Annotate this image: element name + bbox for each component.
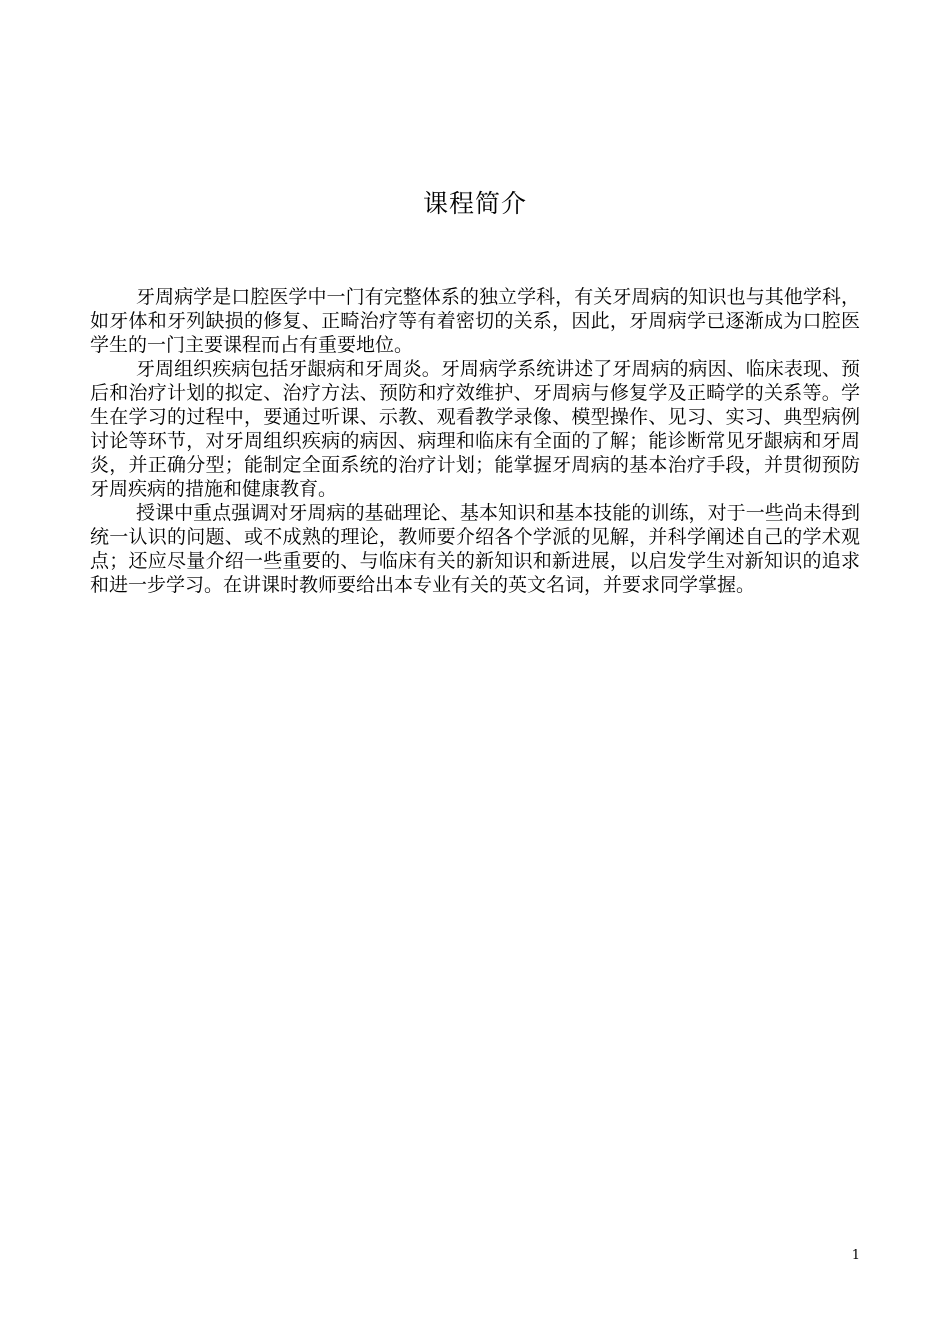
paragraph-teaching: 授课中重点强调对牙周病的基础理论、基本知识和基本技能的训练，对于一些尚未得到统一认识的问题、或不成熟的理论，教师要介绍各个学派的见解，并科学阐述自己的学术观点；还应尽量介绍一些重要的、与临床有关的新知识和新进展，以启发学生对新知识的追求和进一步学习。在讲课时教师要给出本专业有关的英文名词，并要求同学掌握。 (90, 502, 860, 596)
body-text (90, 285, 860, 597)
paragraph-content: 牙周组织疾病包括牙龈病和牙周炎。牙周病学系统讲述了牙周病的病因、临床表现、预后和治疗计划的拟定、治疗方法、预防和疗效维护、牙周病与修复学及正畸学的关系等。学生在学习的过程中，要通过听课、示教、观看教学录像、模型操作、见习、实习、典型病例讨论等环节，对牙周组织疾病的病因、病理和临床有全面的了解；能诊断常见牙龈病和牙周炎，并正确分型；能制定全面系统的治疗计划；能掌握牙周病的基本治疗手段，并贯彻预防牙周疾病的措施和健康教育。 (90, 358, 860, 500)
page-title: 课程简介 (422, 189, 527, 218)
paragraph-intro: 牙周病学是口腔医学中一门有完整体系的独立学科，有关牙周病的知识也与其他学科，如牙体和牙列缺损的修复、正畸治疗等有着密切的关系，因此，牙周病学已逐渐成为口腔医学生的一门主要课程而占有重要地位。 (90, 286, 860, 356)
page-number: 1 (851, 1248, 860, 1263)
